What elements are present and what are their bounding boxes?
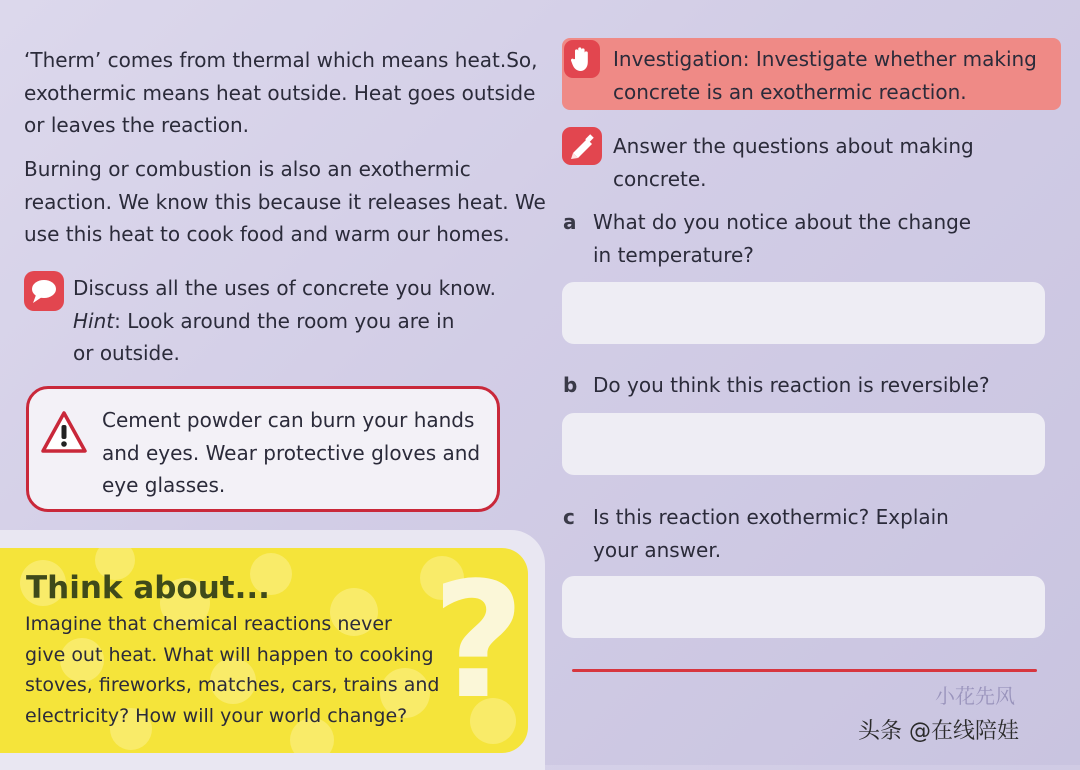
question-b-letter: b [563,373,578,397]
intro-paragraph: ‘Therm’ comes from thermal which means heat.So, exothermic means heat outside. Heat goes outside or leaves the reaction. [24,48,538,137]
safety-warning-text: Cement powder can burn your hands and eyes. Wear protective gloves and eye glasses. [102,408,481,497]
question-a-text: What do you notice about the change in temperature? [593,210,972,267]
combustion-paragraph: Burning or combustion is also an exothermic reaction. We know this because it releases heat. We use this heat to cook food and warm our homes. [24,157,546,246]
warning-triangle-icon [40,410,88,458]
question-a-letter: a [563,210,577,234]
discuss-prompt: Discuss all the uses of concrete you know. Hint: Look around the room you are in or outside. [73,276,496,365]
investigation-text: Investigation: Investigate whether making concrete is an exothermic reaction. [613,47,1037,104]
question-mark-icon: ? [432,548,525,734]
question-c-text: Is this reaction exothermic? Explain your answer. [593,505,949,562]
speech-bubble-icon [24,271,64,311]
think-about-title: Think about... [26,570,270,606]
watermark-main: 头条 @在线陪娃 [858,719,1019,744]
hand-icon [564,40,600,78]
answer-instructions: Answer the questions about making concrete. [613,134,974,191]
answer-box-a[interactable] [562,282,1045,344]
think-about-text: Imagine that chemical reactions never give out heat. What will happen to cooking stoves, fireworks, matches, cars, trains and electricity? How will your world change? [25,613,440,727]
watermark-faint: 小花先风 [935,684,1015,708]
question-b-text: Do you think this reaction is reversible? [593,373,990,397]
question-c-letter: c [563,505,575,529]
answer-box-b[interactable] [562,413,1045,475]
section-divider [572,669,1037,672]
pencil-icon [562,127,602,165]
answer-box-c[interactable] [562,576,1045,638]
